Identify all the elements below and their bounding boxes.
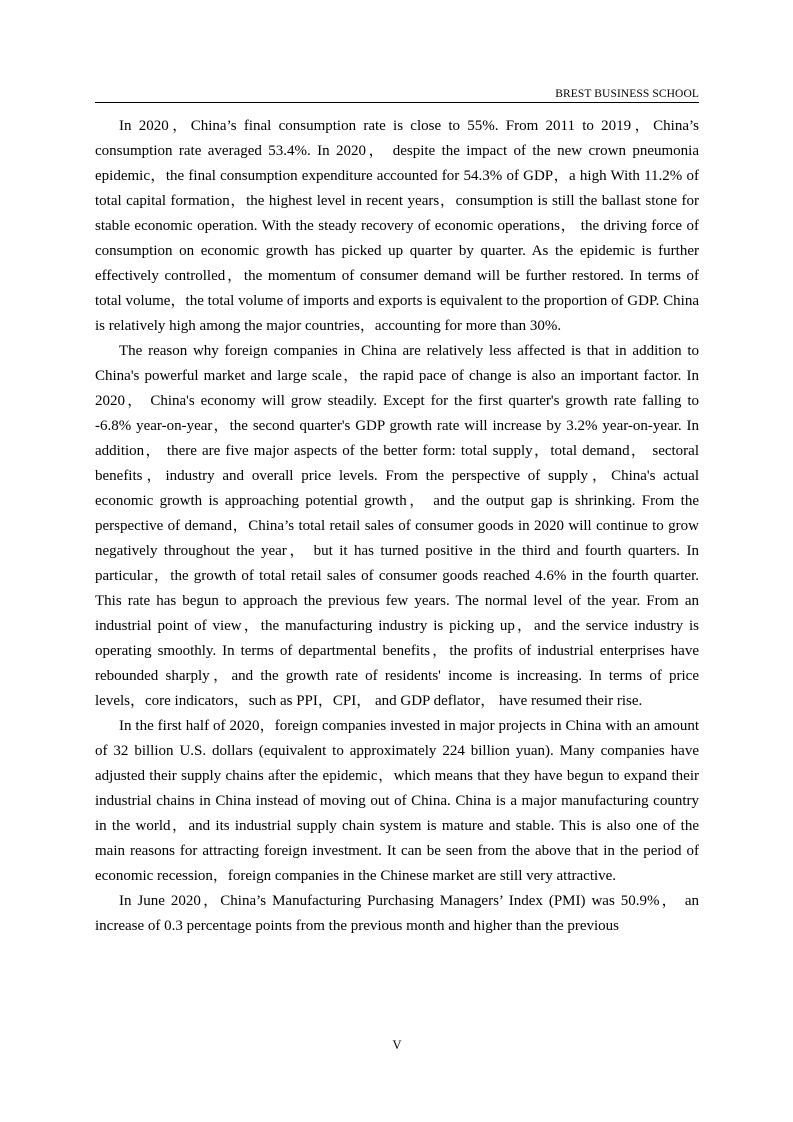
running-header: BREST BUSINESS SCHOOL (555, 88, 699, 100)
page-number: V (392, 1038, 402, 1052)
header-rule (95, 102, 699, 103)
paragraph: In 2020，China’s final consumption rate is close to 55%. From 2011 to 2019，China’s consumption rate averaged 53.4%. In 2020， despite the impact of the new crown pneumonia epidemic，the final consumption expenditure accounted for 54.3% of GDP，a high With 11.2% of total capital formation，the highest level in recent years，consumption is still the ballast stone for stable economic operation. With the steady recovery of economic operations， the driving force of consumption on economic growth has picked up quarter by quarter. As the epidemic is further effectively controlled，the momentum of consumer demand will be further restored. In terms of total volume，the total volume of imports and exports is equivalent to the proportion of GDP. China is relatively high among the major countries，accounting for more than 30%. (95, 118, 699, 334)
body-text (95, 114, 699, 939)
paragraph: In the first half of 2020，foreign companies invested in major projects in China with an amount of 32 billion U.S. dollars (equivalent to approximately 224 billion yuan). Many companies have adjusted their supply chains after the epidemic，which means that they have begun to expand their industrial chains in China instead of moving out of China. China is a major manufacturing country in the world，and its industrial supply chain system is mature and stable. This is also one of the main reasons for attracting foreign investment. It can be seen from the above that in the period of economic recession，foreign companies in the Chinese market are still very attractive. (95, 718, 699, 884)
paragraph: The reason why foreign companies in China are relatively less affected is that in addition to China's powerful market and large scale，the rapid pace of change is also an important factor. In 2020， China's economy will grow steadily. Except for the first quarter's growth rate falling to -6.8% year-on-year，the second quarter's GDP growth rate will increase by 3.2% year-on-year. In addition， there are five major aspects of the better form: total supply，total demand， sectoral benefits，industry and overall price levels. From the perspective of supply，China's actual economic growth is approaching potential growth， and the output gap is shrinking. From the perspective of demand，China’s total retail sales of consumer goods in 2020 will continue to grow negatively throughout the year， but it has turned positive in the third and fourth quarters. In particular，the growth of total retail sales of consumer goods reached 4.6% in the fourth quarter. This rate has begun to approach the previous few years. The normal level of the year. From an industrial point of view，the manufacturing industry is picking up，and the service industry is operating smoothly. In terms of departmental benefits，the profits of industrial enterprises have rebounded sharply，and the growth rate of residents' income is increasing. In terms of price levels，core indicators，such as PPI，CPI， and GDP deflator， have resumed their rise. (95, 343, 699, 709)
paragraph: In June 2020，China’s Manufacturing Purchasing Managers’ Index (PMI) was 50.9%， an increase of 0.3 percentage points from the previous month and higher than the previous (95, 893, 699, 934)
